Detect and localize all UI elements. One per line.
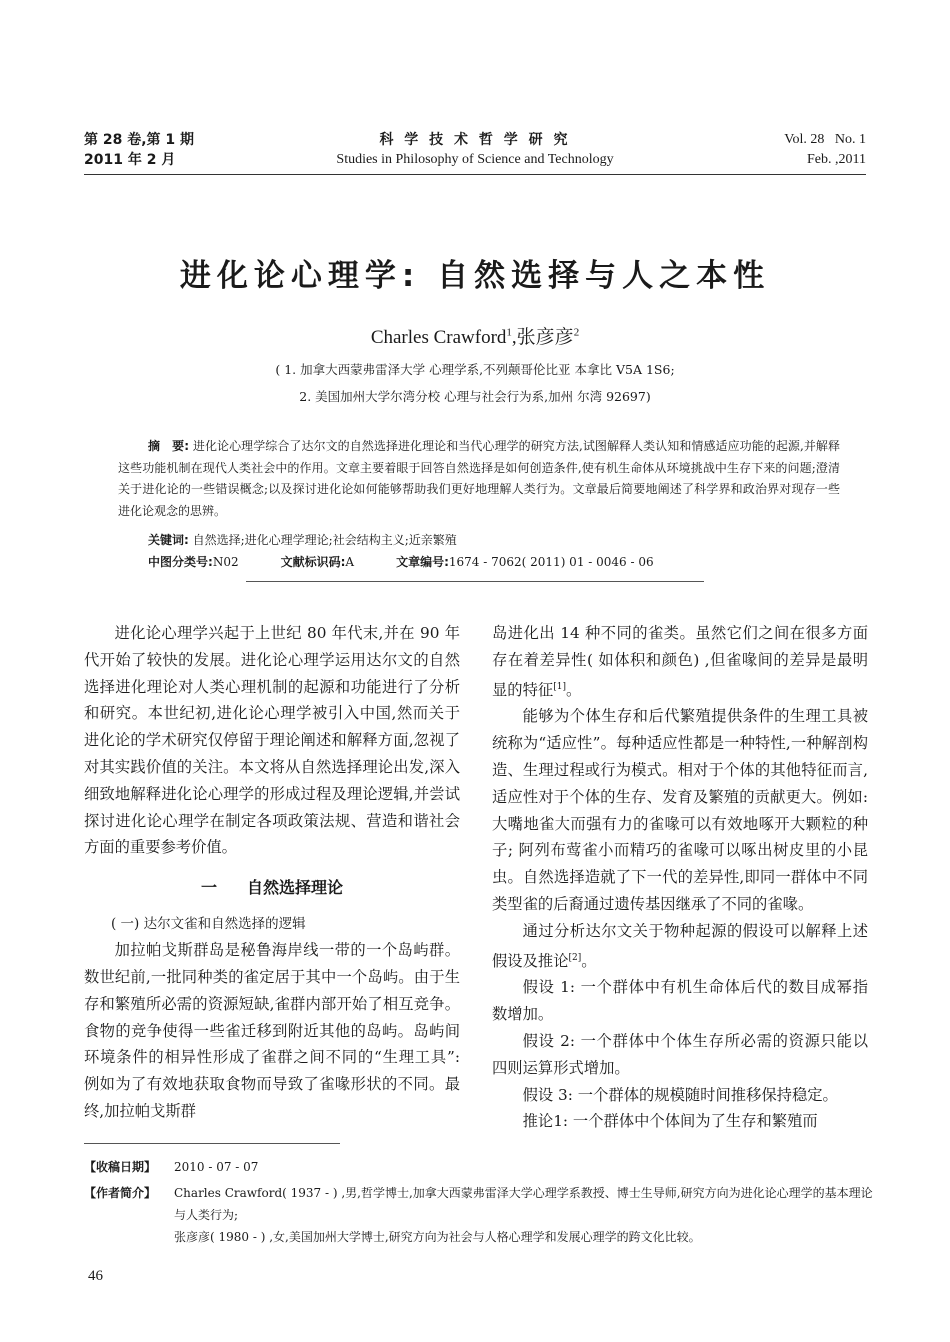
article-number-value: 1674 - 7062( 2011) 01 - 0046 - 06 bbox=[448, 555, 654, 569]
doc-code-value: A bbox=[345, 555, 355, 569]
abstract bbox=[118, 436, 840, 522]
abstract-label: 摘 要: bbox=[148, 439, 189, 453]
body-paragraph: 能够为个体生存和后代繁殖提供条件的生理工具被统称为“适应性”。每种适应性都是一种特性,一种解剖构造、生理过程或行为模式。相对于个体的其他特征而言,适应性对于个体的生存、发育及繁殖的贡献更大。例如: 大嘴地雀大而强有力的雀喙可以有效地啄开大颗粒的种子; 阿列布莺雀小而精巧的雀喙可以啄出树皮里的小昆虫。自然选择造就了下一代的差异性,即同一群体中不同类型雀的后裔通过遗传基因继承了不同的雀喙。 bbox=[492, 707, 868, 913]
affiliation-1: ( 1. 加拿大西蒙弗雷泽大学 心理学系,不列颠哥伦比亚 本拿比 V5A 1S6; bbox=[275, 362, 675, 377]
issue-info-en bbox=[784, 130, 866, 170]
issue-date-en: Feb. ,2011 bbox=[807, 152, 866, 167]
received-label: 【收稿日期】 bbox=[84, 1160, 157, 1174]
hypothesis-3: 假设 3: 一个群体的规模随时间推移保持稳定。 bbox=[522, 1085, 838, 1104]
author-bio-2: 张彦彦( 1980 - ) ,女,美国加州大学博士,研究方向为社会与人格心理学和发展心理学的跨文化比较。 bbox=[174, 1230, 701, 1244]
body-paragraph bbox=[492, 620, 868, 703]
clc-value: N02 bbox=[212, 555, 239, 569]
section-title: 自然选择理论 bbox=[247, 878, 344, 898]
author-bio-body bbox=[174, 1182, 874, 1248]
article-number-label: 文章编号: bbox=[396, 555, 449, 569]
author-bio-label: 【作者简介】 bbox=[84, 1186, 157, 1200]
author-1-affil: 1 bbox=[506, 326, 512, 339]
citation-ref: [1] bbox=[553, 681, 566, 692]
body-paragraph bbox=[492, 918, 868, 975]
author-bio bbox=[84, 1182, 874, 1262]
affiliation-2: 2. 美国加州大学尔湾分校 心理与社会行为系,加州 尔湾 92697) bbox=[299, 389, 651, 404]
author-line bbox=[0, 322, 950, 349]
issue-info bbox=[84, 130, 194, 170]
issue-date: 2011 年 2 月 bbox=[84, 152, 176, 168]
paragraph-text: 通过分析达尔文关于物种起源的假设可以解释上述假设及推论 bbox=[492, 921, 868, 970]
keywords bbox=[148, 530, 457, 551]
intro-paragraph: 进化论心理学兴起于上世纪 80 年代末,并在 90 年代开始了较快的发展。进化论心理学运用达尔文的自然选择进化理论对人类心理机制的起源和功能进行了分析和研究。本世纪初,进化论心理学被引入中国,然而关于进化论的学术研究仅停留于理论阐述和解释方面,忽视了对其实践价值的关注。本文将从自然选择理论出发,深入细致地解释进化论心理学的形成过程及理论逻辑,并尝试探讨进化论心理学在制定各项政策法规、营造和谐社会方面的重要参考价值。 bbox=[84, 624, 460, 857]
author-1: Charles Crawford bbox=[370, 327, 507, 348]
received-value: 2010 - 07 - 07 bbox=[174, 1160, 259, 1174]
header-rule bbox=[84, 174, 866, 175]
received-date bbox=[84, 1156, 874, 1178]
author-bio-1: Charles Crawford( 1937 - ) ,男,哲学博士,加拿大西蒙弗雷泽大学心理学系教授、博士生导师,研究方向为进化论心理学的基本理论与人类行为; bbox=[174, 1186, 873, 1222]
paragraph-end: 。 bbox=[565, 680, 582, 699]
abstract-text: 进化论心理学综合了达尔文的自然选择进化理论和当代心理学的研究方法,试图解释人类认知和情感适应功能的起源,并解释这些功能机制在现代人类社会中的作用。文章主要着眼于回答自然选择是如何创造条件,使有机生命体从环境挑战中生存下来的问题;澄清关于进化论的一些错误概念;以及探讨进化论如何能够帮助我们更好地理解人类行为。文章最后简要地阐述了科学界和政治界对现存一些进化论观念的思辨。 bbox=[118, 439, 840, 518]
clc-label: 中图分类号: bbox=[148, 555, 213, 569]
body-left-column bbox=[84, 620, 460, 1125]
page-number: 46 bbox=[88, 1268, 103, 1284]
body-paragraph: 加拉帕戈斯群岛是秘鲁海岸线一带的一个岛屿群。数世纪前,一批同种类的雀定居于其中一个岛屿。由于生存和繁殖所必需的资源短缺,雀群内部开始了相互竞争。食物的竞争使得一些雀迁移到附近其他的岛屿。岛屿间环境条件的相异性形成了雀群之间不同的“生理工具”: 例如为了有效地获取食物而导致了雀喙形状的不同。最终,加拉帕戈斯群 bbox=[84, 941, 460, 1120]
section-number: 一 bbox=[200, 878, 217, 898]
author-separator: , bbox=[511, 327, 517, 348]
footnote-rule bbox=[84, 1143, 340, 1144]
inference-1: 推论1: 一个群体中个体间为了生存和繁殖而 bbox=[522, 1112, 818, 1131]
paragraph-end: 。 bbox=[581, 951, 597, 970]
author-2: 张彦彦 bbox=[516, 327, 574, 348]
classification-line bbox=[148, 552, 748, 573]
paper-title: 进化论心理学: 自然选择与人之本性 bbox=[179, 258, 771, 294]
keywords-text: 自然选择;进化心理学理论;社会结构主义;近亲繁殖 bbox=[192, 533, 457, 547]
citation-ref: [2] bbox=[568, 952, 582, 963]
abstract-rule bbox=[246, 581, 704, 582]
hypothesis-2: 假设 2: 一个群体中个体生存所必需的资源只能以四则运算形式增加。 bbox=[492, 1031, 868, 1077]
doc-code-label: 文献标识码: bbox=[280, 555, 346, 569]
keywords-label: 关键词: bbox=[148, 533, 189, 547]
subsection-heading: ( 一) 达尔文雀和自然选择的逻辑 bbox=[111, 916, 306, 933]
journal-name bbox=[250, 130, 700, 170]
volume-issue: 第 28 卷,第 1 期 bbox=[84, 132, 195, 148]
journal-name-cn: 科 学 技 术 哲 学 研 究 bbox=[379, 132, 571, 148]
section-heading bbox=[84, 869, 460, 907]
journal-name-en: Studies in Philosophy of Science and Technology bbox=[336, 152, 614, 167]
paragraph-text: 岛进化出 14 种不同的雀类。虽然它们之间在很多方面存在着差异性( 如体积和颜色) ,但雀喙间的差异是最明显的特征 bbox=[492, 624, 868, 699]
volume-issue-en: Vol. 28 No. 1 bbox=[784, 132, 866, 147]
hypothesis-1: 假设 1: 一个群体中有机生命体后代的数目成幂指数增加。 bbox=[492, 978, 868, 1024]
author-2-affil: 2 bbox=[573, 326, 580, 339]
body-right-column bbox=[492, 620, 868, 1135]
